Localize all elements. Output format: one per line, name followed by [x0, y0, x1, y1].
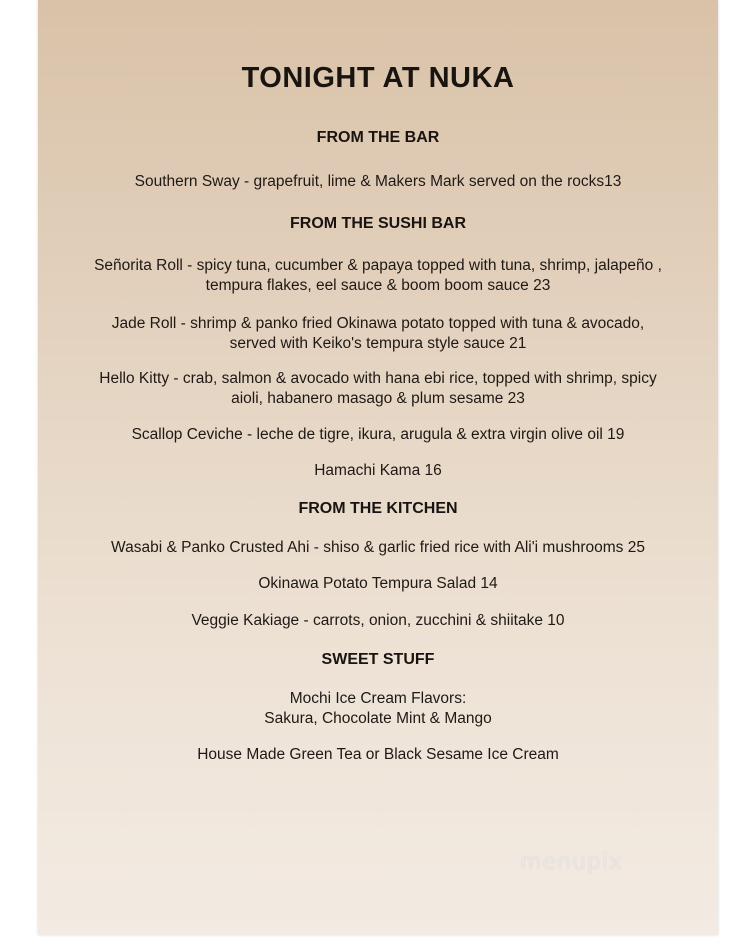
section-heading-sushi-bar: FROM THE SUSHI BAR [290, 215, 466, 232]
menu-item-scallop-ceviche [58, 425, 698, 445]
menu-item-mochi [58, 689, 698, 729]
menu-item-jade-roll [58, 314, 698, 354]
menu-item-ice-cream [58, 745, 698, 765]
menu-item-line: Sakura, Chocolate Mint & Mango [264, 710, 492, 727]
menu-item-line: House Made Green Tea or Black Sesame Ice Cream [197, 746, 559, 763]
menu-page [38, 0, 718, 935]
menu-item-line: Señorita Roll - spicy tuna, cucumber & papaya topped with tuna, shrimp, jalapeño , [94, 257, 662, 274]
menu-item-line: Wasabi & Panko Crusted Ahi - shiso & garlic fried rice with Ali'i mushrooms 25 [111, 539, 645, 556]
menu-item-line: Scallop Ceviche - leche de tigre, ikura, arugula & extra virgin olive oil 19 [131, 426, 625, 443]
menu-item-line: Hello Kitty - crab, salmon & avocado with hana ebi rice, topped with shrimp, spicy [99, 370, 657, 387]
section-heading-sweet-stuff: SWEET STUFF [321, 651, 435, 668]
menu-item-line: Veggie Kakiage - carrots, onion, zucchini & shiitake 10 [191, 612, 565, 629]
menu-item-hamachi-kama [58, 461, 698, 481]
menu-item-line: served with Keiko's tempura style sauce 21 [229, 335, 527, 352]
menu-item-line: Southern Sway - grapefruit, lime & Makers Mark served on the rocks13 [134, 173, 622, 190]
menu-title: TONIGHT AT NUKA [241, 62, 515, 94]
menu-item-hello-kitty [58, 369, 698, 409]
section-heading-kitchen: FROM THE KITCHEN [298, 500, 458, 517]
menu-item-line: aioli, habanero masago & plum sesame 23 [231, 390, 525, 407]
menu-item-okinawa-salad [58, 574, 698, 594]
menu-item-wasabi-ahi [58, 538, 698, 558]
menu-item-southern-sway [58, 172, 698, 192]
menu-item-line: Hamachi Kama 16 [314, 462, 442, 479]
menu-item-line: Jade Roll - shrimp & panko fried Okinawa potato topped with tuna & avocado, [111, 315, 645, 332]
watermark-logo: menupix [520, 850, 623, 875]
menu-item-senorita-roll [58, 256, 698, 296]
menu-item-line: tempura flakes, eel sauce & boom boom sauce 23 [205, 277, 551, 294]
menu-item-line: Mochi Ice Cream Flavors: [289, 690, 467, 707]
menu-item-veggie-kakiage [58, 611, 698, 631]
section-heading-bar: FROM THE BAR [316, 129, 440, 146]
menu-item-line: Okinawa Potato Tempura Salad 14 [258, 575, 498, 592]
